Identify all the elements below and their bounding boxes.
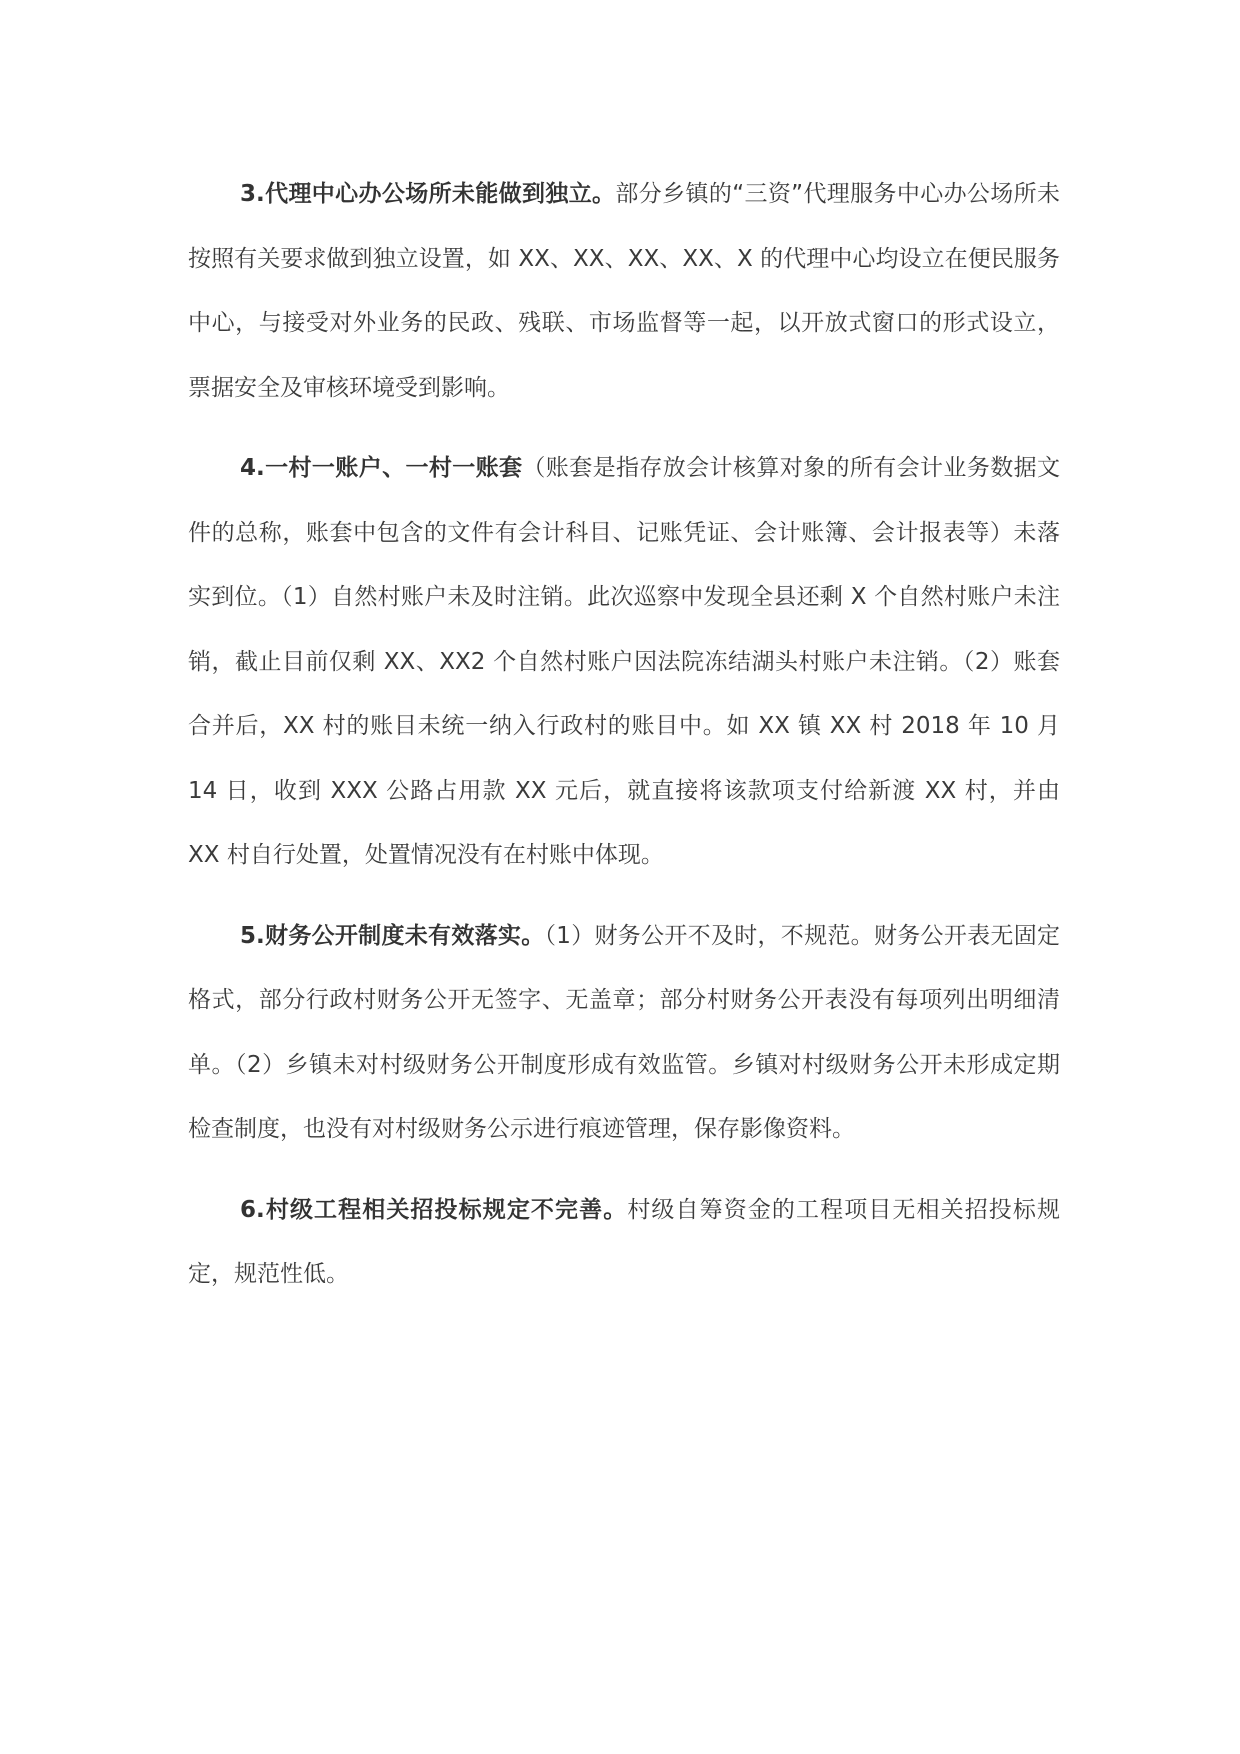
paragraph-6 [188, 1178, 1060, 1307]
paragraph-3 [188, 162, 1060, 420]
paragraph-5 [188, 904, 1060, 1162]
paragraph-heading: 4.一村一账户、一村一账套 [240, 455, 523, 481]
paragraph-text: 村级自筹资金的工程项目无相关招投标规定，规范性低。 [188, 1196, 1061, 1287]
paragraph-text: 部分乡镇的“三资”代理服务中心办公场所未按照有关要求做到独立设置，如 XX、XX、XX、XX、X 的代理中心均设立在便民服务中心，与接受对外业务的民政、残联、市场监督等一起，以开放式窗口的形式设立，票据安全及审核环境受到影响。 [188, 181, 1060, 401]
paragraph-heading: 3.代理中心办公场所未能做到独立。 [240, 181, 616, 207]
paragraph-4 [188, 436, 1060, 888]
paragraph-heading: 5.财务公开制度未有效落实。 [240, 922, 545, 949]
document-body [188, 162, 1060, 1323]
paragraph-heading: 6.村级工程相关招投标规定不完善。 [240, 1196, 628, 1223]
paragraph-text: （账套是指存放会计核算对象的所有会计业务数据文件的总称，账套中包含的文件有会计科目、记账凭证、会计账簿、会计报表等）未落实到位。（1）自然村账户未及时注销。此次巡察中发现全县还剩 X 个自然村账户未注销，截止目前仅剩 XX、XX2 个自然村账户因法院冻结湖头村账户未注销。（2）账套合并后，XX 村的账目未统一纳入行政村的账目中。如 XX 镇 XX 村 2018 年 10 月 14 日，收到 XXX 公路占用款 XX 元后，就直接将该款项支付给新渡 XX 村，并由 XX 村自行处置，处置情况没有在村账中体现。 [188, 455, 1060, 868]
paragraph-text: （1）财务公开不及时，不规范。财务公开表无固定格式，部分行政村财务公开无签字、无盖章；部分村财务公开表没有每项列出明细清单。（2）乡镇未对村级财务公开制度形成有效监管。乡镇对村级财务公开未形成定期检查制度，也没有对村级财务公示进行痕迹管理，保存影像资料。 [188, 922, 1060, 1142]
